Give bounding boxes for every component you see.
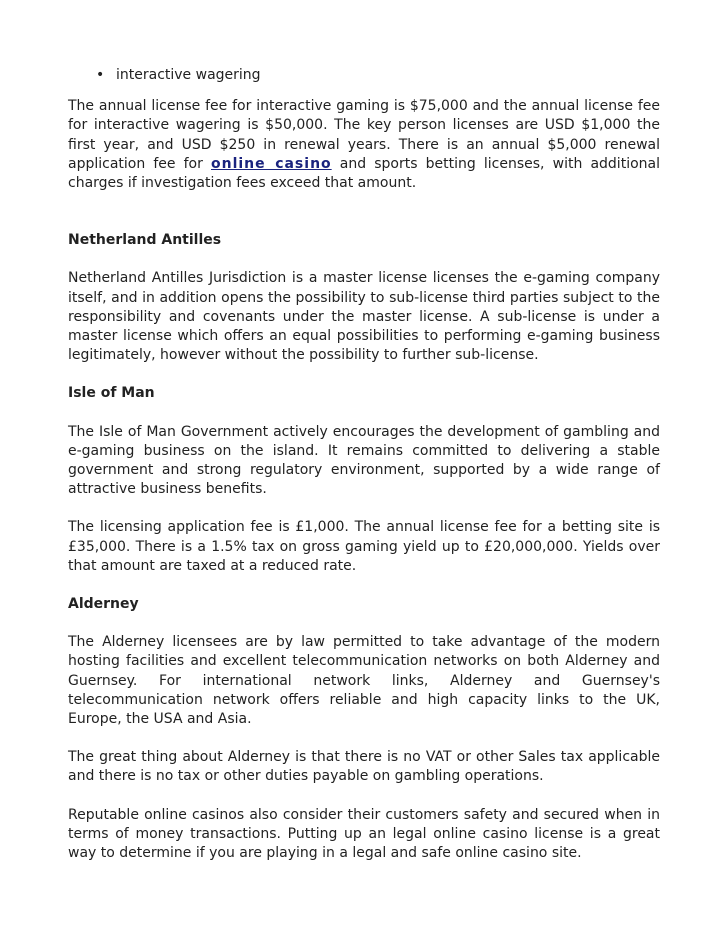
isle-of-man-paragraph-1: The Isle of Man Government actively encourages the development of gambling and e-gaming business on the island. It remains committed to delivering a stable government and strong regulatory environment, supported by a wide range of attractive business benefits. (68, 423, 660, 498)
bullet-icon: • (96, 67, 105, 83)
list-item (68, 66, 660, 85)
alderney-paragraph-2: The great thing about Alderney is that there is no VAT or other Sales tax applicable and there is no tax or other duties payable on gambling operations. (68, 749, 660, 785)
fees-text-part1: The annual license fee for interactive gaming is $75,000 and the annual license fee for interactive wagering is $50,000. The key person licenses are USD $1,000 the first year, and USD $250 in renewal years. There is an annual $5,000 renewal application fee for (68, 98, 660, 172)
fees-text-part2: and sports betting licenses, with additional charges if investigation fees exceed that amount. (68, 155, 660, 192)
isle-of-man-paragraph-2: The licensing application fee is £1,000. The annual license fee for a betting site is £35,000. There is a 1.5% tax on gross gaming yield up to £20,000,000. Yields over that amount are taxed at a reduced rate. (68, 519, 660, 574)
fees-paragraph (68, 97, 660, 193)
document-page (68, 66, 660, 882)
netherland-paragraph: Netherland Antilles Jurisdiction is a master license licenses the e-gaming company itself, and in addition opens the possibility to sub-license third parties subject to the responsibility and covenants under the master license. A sub-license is under a master license which offers an equal possibilities to performing e-gaming business legitimately, however without the possibility to further sub-license. (68, 270, 660, 364)
spacer (68, 212, 660, 231)
bullet-text: interactive wagering (116, 67, 261, 83)
heading-netherland-antilles: Netherland Antilles (68, 232, 222, 249)
bullet-list (68, 66, 660, 85)
online-casino-link[interactable]: online casino (211, 155, 332, 172)
alderney-paragraph-3: Reputable online casinos also consider their customers safety and secured when in terms of money transactions. Putting up an legal online casino license is a great way to determine if you are playing in a legal and safe online casino site. (68, 806, 660, 862)
heading-alderney: Alderney (68, 596, 139, 613)
alderney-paragraph-1: The Alderney licensees are by law permitted to take advantage of the modern hosting facilities and excellent telecommunication networks on both Alderney and Guernsey. For international network links, Alderney and Guernsey's telecommunication network offers reliable and high capacity links to the UK, Europe, the USA and Asia. (68, 634, 660, 728)
heading-isle-of-man: Isle of Man (68, 385, 155, 402)
